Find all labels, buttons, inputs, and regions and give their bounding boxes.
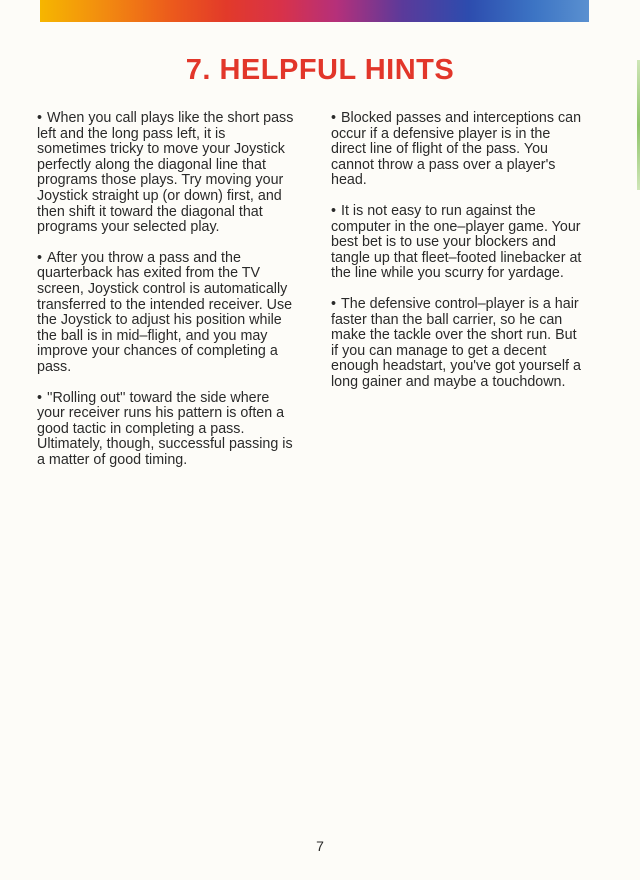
hint-paragraph xyxy=(331,111,587,189)
hint-text: When you call plays like the short pass left and the long pass left, it is sometimes tricky to move your Joystick perfectly along the diagonal line that programs those plays. Try moving your Joystick straight up (or down) first, and then shift it toward the diagonal that programs your selected play. xyxy=(37,110,294,236)
bullet-icon: • xyxy=(331,202,337,219)
rainbow-header-bar xyxy=(40,0,589,22)
hint-text: ''Rolling out'' toward the side where your receiver runs his pattern is often a good tactic in completing a pass. Ultimately, though, successful passing is a matter of good timing. xyxy=(37,389,293,468)
bullet-icon: • xyxy=(331,295,337,312)
bullet-icon: • xyxy=(37,249,43,266)
left-column xyxy=(37,111,295,483)
hint-paragraph xyxy=(331,297,587,391)
page-title: 7. HELPFUL HINTS xyxy=(185,54,455,86)
bullet-icon: • xyxy=(37,389,43,406)
hint-text: It is not easy to run against the computer in the one–player game. Your best bet is to use your blockers and tangle up that fleet–footed linebacker at the line while you scurry for yardage. xyxy=(331,202,582,282)
hint-paragraph xyxy=(37,111,295,236)
hint-text: After you throw a pass and the quarterback has exited from the TV screen, Joystick control is automatically transferred to the intended receiver. Use the Joystick to adjust his position while the ball is in mid–flight, and you may improve your chances of completing a pass. xyxy=(37,249,293,375)
hint-text: Blocked passes and interceptions can occur if a defensive player is in the direct line of flight of the pass. You cannot throw a pass over a player's head. xyxy=(331,110,582,189)
bullet-icon: • xyxy=(37,110,43,126)
bullet-icon: • xyxy=(331,110,337,126)
hint-paragraph xyxy=(331,204,587,282)
hint-paragraph xyxy=(37,251,295,376)
hint-text: The defensive control–player is a hair faster than the ball carrier, so he can make the tackle over the short run. But if you can manage to get a decent enough headstart, you've got yourself a long gainer and maybe a touchdown. xyxy=(331,295,581,390)
right-column xyxy=(331,111,587,406)
hint-paragraph xyxy=(37,391,295,469)
page-number: 7 xyxy=(316,838,324,854)
